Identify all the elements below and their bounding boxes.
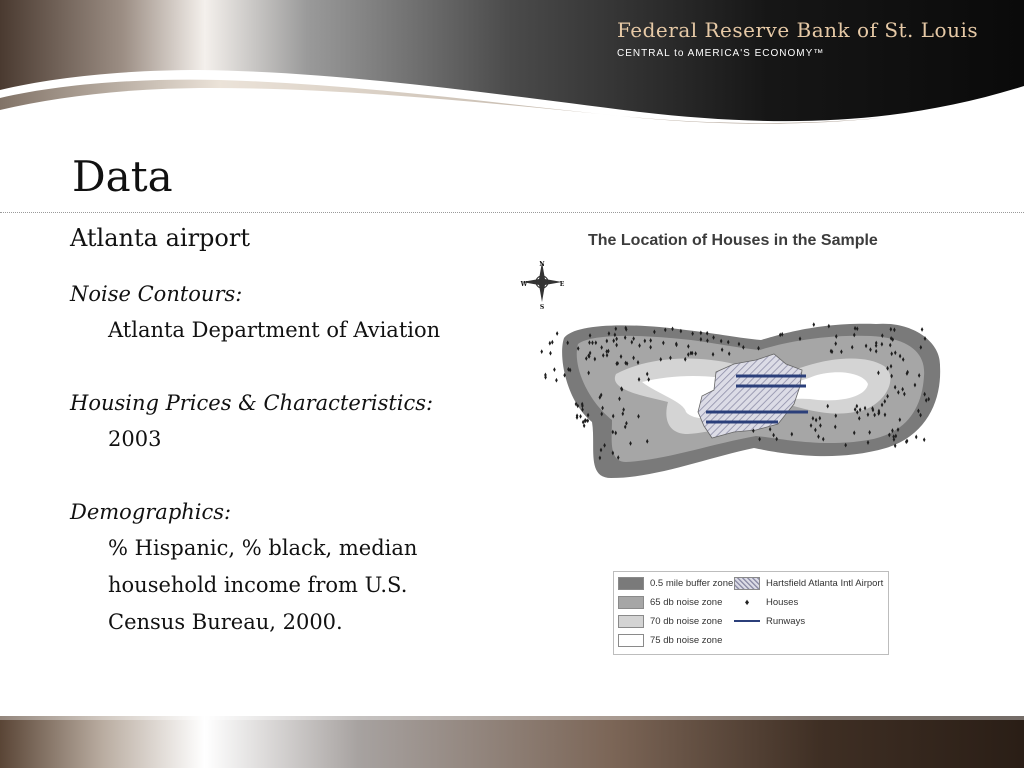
noise-contours-source: Atlanta Department of Aviation: [108, 318, 441, 342]
map-legend: [613, 571, 889, 655]
legend-label: Houses: [766, 596, 799, 608]
legend-label: 70 db noise zone: [650, 615, 723, 627]
legend-label: Runways: [766, 615, 806, 627]
legend-label: 65 db noise zone: [650, 596, 723, 608]
title-divider: [0, 212, 1024, 213]
legend-houses: [734, 594, 798, 610]
legend-swatch: [618, 634, 644, 647]
noise-contours-label: Noise Contours:: [70, 282, 243, 306]
house-marker: [555, 378, 558, 383]
figure-title: The Location of Houses in the Sample: [588, 232, 878, 249]
legend-swatch: [618, 615, 644, 628]
airport-map-figure: [516, 226, 996, 666]
brand-logo: [617, 18, 978, 59]
demographics-line: household income from U.S.: [108, 573, 408, 597]
house-marker: [579, 414, 582, 419]
house-marker: [915, 435, 918, 440]
data-sources-text: [70, 224, 490, 641]
section-gap: [70, 458, 490, 494]
footer-banner: [0, 716, 1024, 768]
legend-label: Hartsfield Atlanta Intl Airport: [766, 577, 884, 589]
legend-label: 75 db noise zone: [650, 634, 723, 646]
house-marker: [540, 349, 543, 354]
house-marker: [812, 322, 815, 327]
legend-runways: [734, 613, 805, 629]
legend-hatch-swatch: [734, 577, 760, 590]
house-marker: [549, 341, 552, 346]
slide-title: Data: [72, 152, 173, 201]
noise-zone-map: [516, 226, 996, 556]
compass-rose: [520, 261, 565, 311]
house-dot-icon: ♦: [744, 597, 750, 607]
house-marker: [551, 340, 554, 345]
legend-buffer-zone: [618, 575, 733, 591]
legend-label: 0.5 mile buffer zone: [650, 577, 734, 589]
house-marker: [923, 437, 926, 442]
footer-gradient-graphic: [0, 716, 1024, 768]
compass-south: S: [539, 304, 545, 311]
house-marker: [549, 351, 552, 356]
house-marker: [553, 367, 556, 372]
runway-line-icon: [734, 620, 760, 622]
compass-north: N: [539, 261, 545, 268]
housing-prices-year: 2003: [108, 427, 162, 451]
brand-name: Federal Reserve Bank of St. Louis: [617, 18, 979, 42]
brand-tagline: CENTRAL to AMERICA'S ECONOMY™: [617, 48, 825, 59]
legend-70db-zone: [618, 613, 722, 629]
legend-swatch: [618, 596, 644, 609]
house-marker: [921, 327, 924, 332]
compass-west: W: [520, 281, 528, 288]
demographics-line: Census Bureau, 2000.: [108, 610, 343, 634]
legend-65db-zone: [618, 594, 722, 610]
header-banner: [0, 0, 1024, 130]
section-gap: [70, 349, 490, 385]
slide-subtitle: Atlanta airport: [70, 224, 250, 252]
compass-east: E: [559, 281, 565, 288]
demographics-label: Demographics:: [70, 500, 232, 524]
legend-swatch: [618, 577, 644, 590]
legend-75db-zone: [618, 632, 722, 648]
house-marker: [556, 331, 559, 336]
housing-prices-label: Housing Prices & Characteristics:: [70, 391, 434, 415]
legend-airport: [734, 575, 883, 591]
demographics-line: % Hispanic, % black, median: [108, 536, 418, 560]
